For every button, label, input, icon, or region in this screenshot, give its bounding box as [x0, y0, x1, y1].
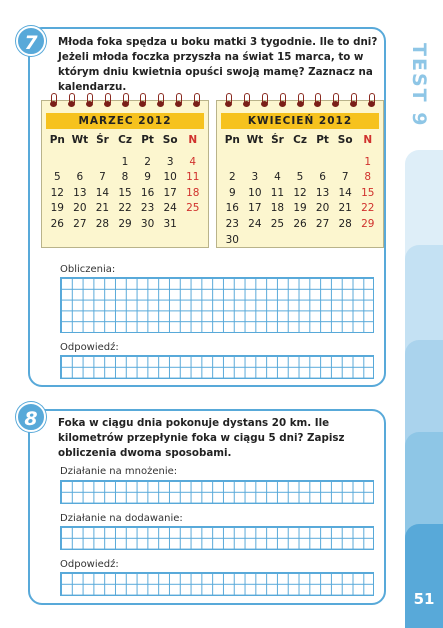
calendar-day[interactable]: 20	[73, 202, 87, 215]
calendar-week	[46, 155, 204, 171]
calendar-day	[289, 155, 312, 171]
calendar-day[interactable]: 15	[118, 186, 132, 199]
calendar-day	[311, 233, 334, 249]
calendar-day[interactable]: 22	[118, 202, 132, 215]
calendar-day[interactable]: 27	[73, 217, 87, 230]
weekday-label: N	[188, 134, 198, 146]
calendar-day[interactable]: 13	[73, 186, 87, 199]
weekday-label: Śr	[271, 134, 284, 146]
multiplication-label: Działanie na mnożenie:	[60, 466, 178, 477]
answer-label: Odpowiedź:	[60, 342, 119, 353]
binder-ring	[139, 93, 146, 107]
calendar-day[interactable]: 10	[248, 186, 262, 199]
calendar-day[interactable]: 30	[140, 217, 155, 230]
calendar-day[interactable]: 21	[338, 202, 352, 215]
binder-ring	[175, 93, 182, 107]
calendar-day[interactable]: 14	[95, 186, 110, 199]
calendar-day[interactable]: 18	[186, 186, 200, 199]
weekday-row	[221, 133, 379, 149]
binder-ring	[297, 93, 304, 107]
calendar-april	[216, 100, 384, 248]
calendar-rings	[225, 93, 375, 107]
calendar-day[interactable]: 24	[163, 202, 177, 215]
calendar-day	[221, 155, 244, 171]
binder-ring	[350, 93, 357, 107]
addition-grid[interactable]	[60, 526, 374, 550]
calendar-week	[221, 170, 379, 186]
calendar-rings	[50, 93, 200, 107]
calendar-title: KWIECIEŃ 2012	[221, 113, 379, 129]
side-tab	[405, 524, 443, 628]
side-tab	[405, 150, 443, 260]
calendar-day	[289, 233, 312, 249]
binder-ring	[157, 93, 164, 107]
weekday-label: Wt	[71, 134, 89, 146]
calendar-day[interactable]: 10	[163, 171, 177, 184]
calendar-day[interactable]: 2	[228, 171, 236, 184]
calendar-day[interactable]: 28	[338, 217, 352, 230]
calendar-day[interactable]: 17	[163, 186, 177, 199]
calendar-week	[46, 186, 204, 202]
calendar-title: MARZEC 2012	[46, 113, 204, 129]
task-number-badge: 7	[16, 26, 46, 56]
answer-label: Odpowiedź:	[60, 559, 119, 570]
calendar-day	[334, 155, 357, 171]
multiplication-grid[interactable]	[60, 480, 374, 504]
calendar-day[interactable]: 5	[53, 171, 61, 184]
weekday-label: Śr	[96, 134, 109, 146]
calendar-day[interactable]: 23	[140, 202, 155, 215]
calendar-day	[46, 155, 69, 171]
weekday-label: Pt	[316, 134, 329, 146]
answer-grid[interactable]	[60, 572, 374, 596]
weekday-label: Wt	[246, 134, 264, 146]
binder-ring	[86, 93, 93, 107]
calendar-day[interactable]: 15	[361, 186, 375, 199]
binder-ring	[332, 93, 339, 107]
task-number-badge: 8	[16, 402, 46, 432]
calendar-day[interactable]: 12	[50, 186, 64, 199]
calendar-week	[221, 217, 379, 233]
calendar-day[interactable]: 11	[186, 171, 200, 184]
calendar-day[interactable]: 26	[50, 217, 64, 230]
calendar-day[interactable]: 20	[315, 202, 330, 215]
binder-ring	[261, 93, 268, 107]
weekday-label: N	[363, 134, 373, 146]
binder-ring	[193, 93, 200, 107]
calendar-week	[46, 201, 204, 217]
calendar-day[interactable]: 2	[144, 155, 151, 168]
addition-label: Działanie na dodawanie:	[60, 513, 183, 524]
calendar-day[interactable]: 25	[270, 217, 285, 230]
calendar-day[interactable]: 24	[248, 217, 262, 230]
calendar-grid	[46, 133, 204, 233]
calendar-day	[334, 233, 357, 249]
test-label: TEST 9	[408, 42, 430, 128]
calendar-day	[244, 233, 267, 249]
task-8-text: Foka w ciągu dnia pokonuje dystans 20 km. Ile kilometrów przepłynie foka w ciągu 5 dni? Zapisz obliczenia dwoma sposobami.	[58, 417, 345, 459]
calendar-day[interactable]: 5	[296, 171, 304, 184]
calendar-day[interactable]: 29	[118, 217, 132, 230]
calendar-day[interactable]: 6	[319, 171, 326, 184]
calendar-day	[356, 233, 379, 249]
calendar-day[interactable]: 22	[361, 202, 375, 215]
answer-grid[interactable]	[60, 355, 374, 379]
binder-ring	[368, 93, 375, 107]
binder-ring	[104, 93, 111, 107]
calendar-day[interactable]: 16	[225, 202, 239, 215]
calendar-day[interactable]: 19	[293, 202, 307, 215]
weekday-label: Pt	[141, 134, 154, 146]
calendar-day[interactable]: 31	[163, 217, 177, 230]
calendar-day[interactable]: 28	[95, 217, 110, 230]
binder-ring	[68, 93, 75, 107]
calendar-day[interactable]: 19	[50, 202, 64, 215]
calendar-day[interactable]: 30	[225, 233, 239, 246]
side-tab	[405, 245, 443, 355]
calculations-grid[interactable]	[60, 277, 374, 333]
calendar-week	[221, 186, 379, 202]
weekday-label: Pn	[49, 134, 65, 146]
binder-ring	[225, 93, 232, 107]
calendar-day	[311, 155, 334, 171]
calendar-day[interactable]: 11	[270, 186, 285, 199]
weekday-label: So	[162, 134, 178, 146]
calendar-day[interactable]: 17	[248, 202, 262, 215]
calendar-week	[46, 170, 204, 186]
calendar-day[interactable]: 4	[189, 155, 197, 168]
calendar-day	[91, 155, 114, 171]
calendar-day[interactable]: 14	[338, 186, 352, 199]
weekday-label: Cz	[293, 134, 307, 146]
calendar-day[interactable]: 8	[121, 171, 129, 184]
calendar-day	[266, 233, 289, 249]
weekday-row	[46, 133, 204, 149]
binder-ring	[243, 93, 250, 107]
weekday-label: Cz	[118, 134, 132, 146]
task-7-text: Młoda foka spędza u boku matki 3 tygodnie. Ile to dni? Jeżeli młoda foczka przyszła na świat 15 marca, to w którym dniu kwietnia opuści swoją mamę? Zaznacz na kalendarzu.	[58, 36, 378, 93]
binder-ring	[314, 93, 321, 107]
calendar-day[interactable]: 18	[270, 202, 285, 215]
calculations-label: Obliczenia:	[60, 264, 116, 275]
calendar-week	[46, 217, 204, 233]
calendar-week	[221, 155, 379, 171]
binder-ring	[122, 93, 129, 107]
page-number: 51	[413, 590, 435, 608]
calendar-day	[69, 155, 92, 171]
calendar-day	[181, 217, 204, 233]
weekday-label: Pn	[224, 134, 240, 146]
calendar-week	[221, 201, 379, 217]
calendar-day[interactable]: 3	[251, 171, 259, 184]
calendar-day[interactable]: 16	[140, 186, 155, 199]
calendar-day[interactable]: 9	[228, 186, 236, 199]
calendar-day[interactable]: 1	[121, 155, 129, 168]
calendar-day[interactable]: 7	[341, 171, 349, 184]
binder-ring	[50, 93, 57, 107]
calendar-grid	[221, 133, 379, 248]
calendar-day[interactable]: 26	[293, 217, 307, 230]
calendar-march	[41, 100, 209, 248]
calendar-day[interactable]: 13	[315, 186, 330, 199]
calendar-week	[221, 233, 379, 249]
calendar-day[interactable]: 6	[76, 171, 84, 184]
calendar-day	[266, 155, 289, 171]
calendar-day[interactable]: 21	[95, 202, 110, 215]
calendar-day[interactable]: 12	[293, 186, 307, 199]
calendar-day[interactable]: 3	[166, 155, 174, 168]
calendar-day[interactable]: 25	[186, 202, 200, 215]
calendar-day[interactable]: 4	[274, 171, 281, 184]
weekday-label: So	[337, 134, 353, 146]
binder-ring	[279, 93, 286, 107]
calendar-day[interactable]: 7	[99, 171, 106, 184]
calendar-day[interactable]: 8	[364, 171, 372, 184]
calendar-day[interactable]: 9	[144, 171, 151, 184]
calendar-day	[244, 155, 267, 171]
calendar-day[interactable]: 23	[225, 217, 239, 230]
calendar-day[interactable]: 1	[364, 155, 372, 168]
calendar-day[interactable]: 27	[315, 217, 330, 230]
calendar-day[interactable]: 29	[361, 217, 375, 230]
